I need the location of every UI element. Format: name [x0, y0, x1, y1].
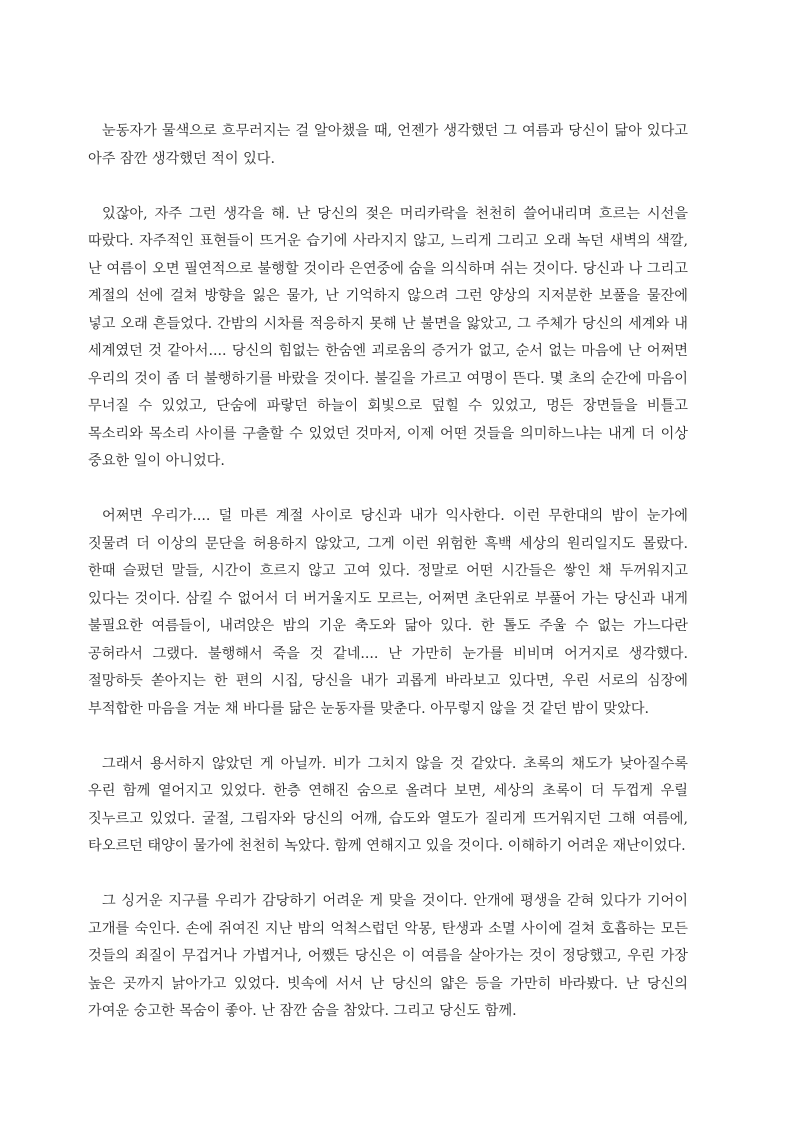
paragraph-1: 눈동자가 물색으로 흐무러지는 걸 알아챘을 때, 언젠가 생각했던 그 여름과 당신이 닮아 있다고 아주 잠깐 생각했던 적이 있다.: [88, 123, 688, 167]
paragraph-5: 그 싱거운 지구를 우리가 감당하기 어려운 게 맞을 것이다. 안개에 평생을 갇혀 있다가 기어이 고개를 숙인다. 손에 쥐여진 지난 밤의 억척스럽던 악몽, 탄생과 소멸 사이에 걸쳐 호흡하는 모든 것들의 죄질이 무겁거나 가볍거나, 어쨌든 당신은 이 여름을 살아가는 것이 정당했고, 우린 가장 높은 곳까지 낡아가고 있었다. 빗속에 서서 난 당신의 얇은 등을 가만히 바라봤다. 난 당신의 가여운 숭고한 목숨이 좋아. 난 잠깐 숨을 참았다. 그리고 당신도 함께.: [88, 893, 688, 1019]
paragraph-3: 어쩌면 우리가.... 덜 마른 계절 사이로 당신과 내가 익사한다. 이런 무한대의 밤이 눈가에 짓물려 더 이상의 문단을 허용하지 않았고, 그게 이런 위험한 흑백 세상의 원리일지도 몰랐다. 한때 슬펐던 말들, 시간이 흐르지 않고 고여 있다. 정말로 어떤 시간들은 쌓인 채 두꺼워지고 있다는 것이다. 삼킬 수 없어서 더 버거울지도 모르는, 어쩌면 초단위로 부풀어 가는 당신과 내게 불필요한 여름들이, 내려앉은 밤의 기운 축도와 닮아 있다. 한 톨도 주울 수 없는 가느다란 공허라서 그랬다. 불행해서 죽을 것 같네.... 난 가만히 눈가를 비비며 어거지로 생각했다. 절망하듯 쏟아지는 한 편의 시집, 당신을 내가 괴롭게 바라보고 있다면, 우린 서로의 심장에 부적합한 마음을 겨눈 채 바다를 닮은 눈동자를 맞춘다. 아무렇지 않을 것 같던 밤이 맞았다.: [88, 508, 688, 717]
paragraph-4: 그래서 용서하지 않았던 게 아닐까. 비가 그치지 않을 것 같았다. 초록의 채도가 낮아질수록 우린 함께 옅어지고 있었다. 한층 연해진 숨으로 올려다 보면, 세상의 초록이 더 두껍게 우릴 짓누르고 있었다. 굴절, 그림자와 당신의 어깨, 습도와 열도가 질리게 뜨거워지던 그해 여름에, 타오르던 태양이 물가에 천천히 녹았다. 함께 연해지고 있을 것이다. 이해하기 어려운 재난이었다.: [88, 755, 688, 854]
paragraph-2: 있잖아, 자주 그런 생각을 해. 난 당신의 젖은 머리카락을 천천히 쓸어내리며 흐르는 시선을 따랐다. 자주적인 표현들이 뜨거운 습기에 사라지지 않고, 느리게 그리고 오래 녹던 새벽의 색깔, 난 여름이 오면 필연적으로 불행할 것이라 은연중에 숨을 의식하며 쉬는 것이다. 당신과 나 그리고 계절의 선에 걸쳐 방향을 잃은 물가, 난 기억하지 않으려 그런 양상의 지저분한 보풀을 물잔에 넣고 오래 흔들었다. 간밤의 시차를 적응하지 못해 난 불면을 앓았고, 그 주체가 당신의 세계와 내 세계였던 것 같아서.... 당신의 힘없는 한숨엔 괴로움의 증거가 없고, 순서 없는 마음에 난 어쩌면 우리의 것이 좀 더 불행하기를 바랐을 것이다. 불길을 가르고 여명이 뜬다. 몇 초의 순간에 마음이 무너질 수 있었고, 단숨에 파랗던 하늘이 회빛으로 덮힐 수 있었고, 멍든 장면들을 비틀고 목소리와 목소리 사이를 구출할 수 있었던 것마저, 이제 어떤 것들을 의미하느냐는 내게 더 이상 중요한 일이 아니었다.: [88, 205, 688, 469]
body-text: [88, 118, 688, 1053]
